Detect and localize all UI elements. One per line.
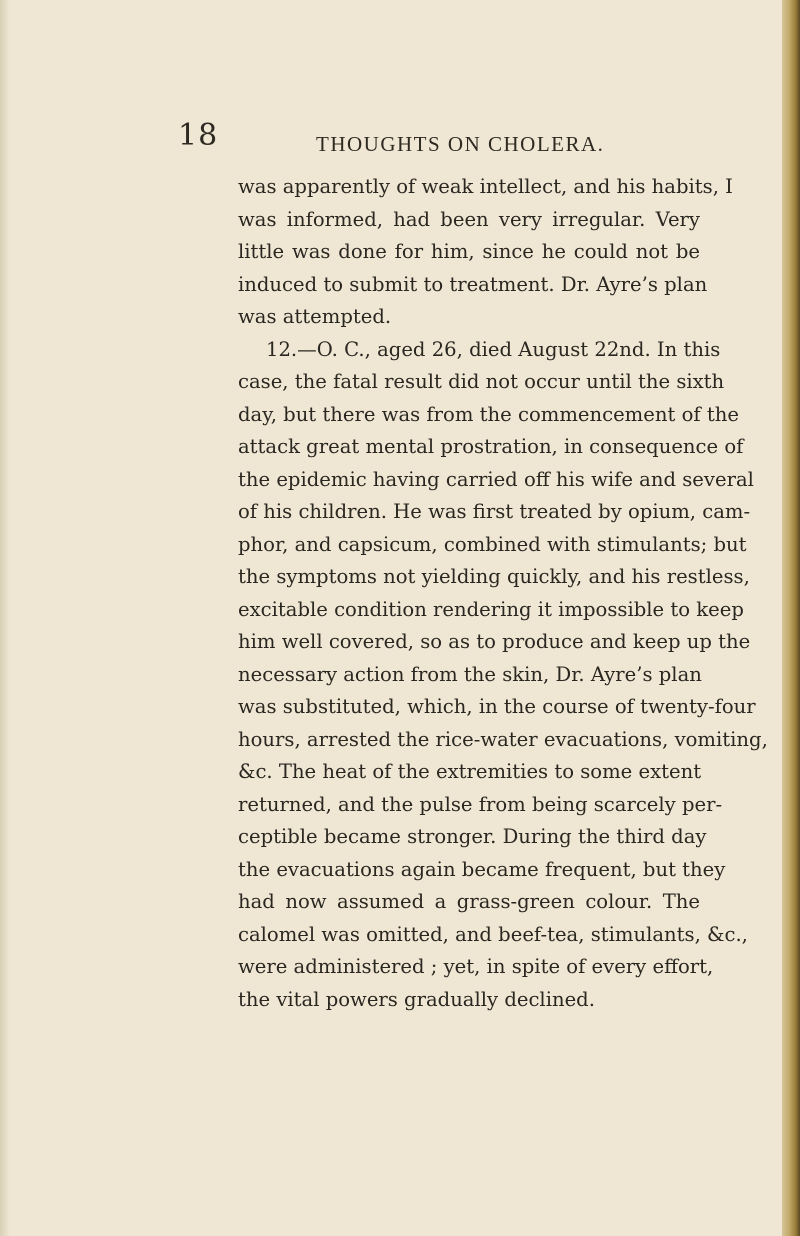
text-line: attack great mental prostration, in consequence of — [238, 435, 744, 458]
page-edge — [782, 0, 800, 1236]
text-line: had now assumed a grass-green colour. The — [238, 890, 700, 913]
text-line: calomel was omitted, and beef-tea, stimulants, &c., — [238, 922, 748, 946]
text-line: little was done for him, since he could not be — [238, 240, 700, 263]
text-line: the evacuations again became frequent, but they — [238, 857, 726, 881]
text-line: the vital powers gradually declined. — [238, 987, 595, 1011]
text-line: &c. The heat of the extremities to some extent — [238, 760, 702, 783]
text-line: was attempted. — [238, 305, 392, 328]
text-line: was substituted, which, in the course of twenty-four — [238, 695, 756, 718]
page-number: 18 — [178, 118, 219, 153]
text-line: was informed, had been very irregular. Very — [238, 207, 700, 231]
text-line: returned, and the pulse from being scarcely per- — [238, 792, 723, 816]
text-line: were administered ; yet, in spite of every effort, — [238, 955, 714, 978]
text-line: phor, and capsicum, combined with stimulants; but — [238, 532, 747, 556]
text-line: hours, arrested the rice-water evacuations, vomiting, — [238, 727, 768, 751]
text-line: the symptoms not yielding quickly, and his restless, — [238, 565, 750, 588]
page-header — [178, 118, 698, 158]
text-line: was apparently of weak intellect, and his habits, I — [238, 175, 733, 198]
text-line: day, but there was from the commencement of the — [238, 402, 739, 426]
text-line: 12.—O. C., aged 26, died August 22nd. In this — [266, 337, 721, 361]
text-line: excitable condition rendering it impossible to keep — [238, 597, 744, 621]
gutter-shadow — [0, 0, 10, 1236]
text-line: ceptible became stronger. During the third day — [238, 825, 707, 848]
text-line: case, the fatal result did not occur until the sixth — [238, 370, 725, 393]
text-line: him well covered, so as to produce and keep up the — [238, 630, 751, 653]
text-line: induced to submit to treatment. Dr. Ayre’s plan — [238, 272, 708, 296]
running-head: THOUGHTS ON CHOLERA. — [316, 132, 605, 156]
text-line: necessary action from the skin, Dr. Ayre’s plan — [238, 662, 702, 686]
text-line: the epidemic having carried off his wife and several — [238, 467, 754, 491]
text-line: of his children. He was first treated by opium, cam- — [238, 500, 751, 523]
body-text — [238, 171, 768, 1016]
